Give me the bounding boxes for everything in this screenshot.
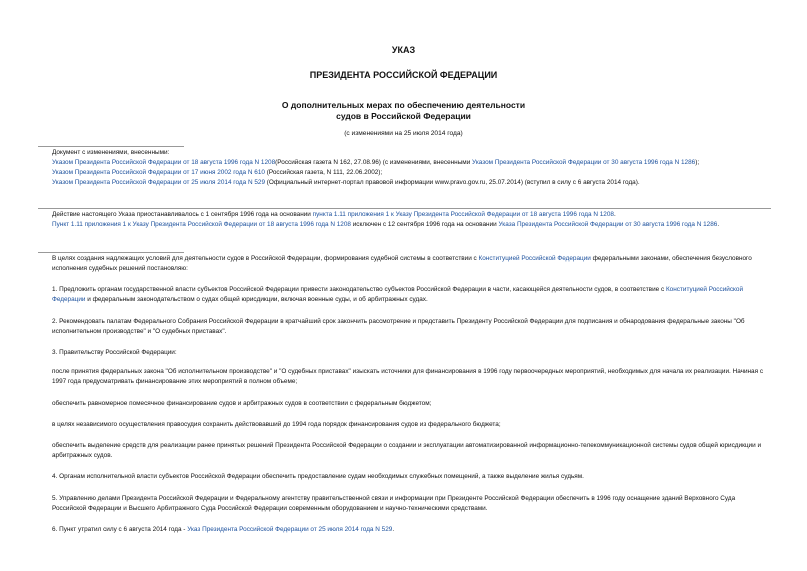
separator-line xyxy=(38,252,184,253)
paragraph-2: 2. Рекомендовать палатам Федерального Собрания Российской Федерации в кратчайший срок закончить рассмотрение и представить Президенту Российской Федерации для подписания и обнародования федеральные законы "Об исполнительном производстве" и "О судебных приставах". xyxy=(52,318,745,335)
paragraph-3-item-3: в целях независимого осуществления правосудия сохранить действовавший до 1994 года порядок финансирования судов из федерального бюджета; xyxy=(52,421,501,428)
constitution-link-2[interactable]: Конституцией Российской Федерации xyxy=(52,286,744,303)
body-preamble: В целях создания надлежащих условий для деятельности судов в Российской Федерации, формирования судебной системы в соответствии с Конституцией Российской Федерации федеральными законами, обеспечения безусловного исполнения судебных решений постановляю: xyxy=(52,255,752,272)
decree-610-link[interactable]: Указом Президента Российской Федерации от 17 июня 2002 года N 610 xyxy=(52,169,265,176)
changes-block xyxy=(38,148,771,188)
separator-line xyxy=(38,146,184,147)
doc-issuer: ПРЕЗИДЕНТА РОССИЙСКОЙ ФЕДЕРАЦИИ xyxy=(309,70,498,80)
changes-item-3: Указом Президента Российской Федерации от 25 июля 2014 года N 529 (Официальный интернет-портал правовой информации www.pravo.gov.ru, 25.07.2014) (вступил в силу с 6 августа 2014 года). xyxy=(52,179,640,186)
amendment-date-note: (с изменениями на 25 июля 2014 года) xyxy=(344,130,463,137)
paragraph-5: 5. Управлению делами Президента Российской Федерации и Федеральному агентству правительственной связи и информации при Президенте Российской Федерации обеспечить в 1996 году оснащение зданий Верховного Суда Российской Федерации и Высшего Арбитражного Суда Российской Федерации современным оборудованием и научно-техническими средствами. xyxy=(52,495,736,512)
changes-item-2: Указом Президента Российской Федерации от 17 июня 2002 года N 610 (Российская газета, N 111, 22.06.2002); xyxy=(52,169,383,176)
decree-1208-link[interactable]: Указом Президента Российской Федерации от 18 августа 1996 года N 1208 xyxy=(52,159,276,166)
decree-1286-link-2[interactable]: Указа Президента Российской Федерации от 30 августа 1996 года N 1286 xyxy=(498,221,718,228)
point-1-11-link-2[interactable]: Пункт 1.11 приложения 1 к Указу Президента Российской Федерации от 18 августа 1996 года N 1208 xyxy=(52,221,351,228)
doc-type-title: УКАЗ xyxy=(391,45,416,55)
changes-item-1: Указом Президента Российской Федерации от 18 августа 1996 года N 1208(Российская газета N 162, 27.08.96) (с изменениями, внесенными Указом Президента Российской Федерации от 30 августа 1996 года N 1286); xyxy=(52,159,700,166)
suspension-note-2: Пункт 1.11 приложения 1 к Указу Президента Российской Федерации от 18 августа 1996 года N 1208 исключен с 12 сентября 1996 года на основании Указа Президента Российской Федерации от 30 августа 1996 года N 1286. xyxy=(52,221,720,228)
separator-line xyxy=(38,208,771,209)
paragraph-3: 3. Правительству Российской Федерации: xyxy=(52,349,177,356)
paragraph-1: 1. Предложить органам государственной власти субъектов Российской Федерации привести законодательство субъектов Российской Федерации в части, касающейся деятельности судов, в соответствие с Конституцией Российской Федерации и федеральным законодательством о судах общей юрисдикции, включая военные суды, и об арбитражных судах. xyxy=(52,286,744,303)
suspension-block xyxy=(38,210,771,230)
doc-subtitle-line-2: судов в Российской Федерации xyxy=(336,111,471,121)
decree-1286-link[interactable]: Указом Президента Российской Федерации от 30 августа 1996 года N 1286 xyxy=(472,159,696,166)
paragraph-3-item-1: после принятия федеральных закона "Об исполнительном производстве" и "О судебных приставах" изыскать источники для финансирования в 1996 году первоочередных мероприятий, необходимых для начала их реализации. Начиная с 1997 года предусматривать финансирование этих мероприятий в полном объеме; xyxy=(52,368,764,385)
paragraph-4: 4. Органам исполнительной власти субъектов Российской Федерации обеспечить предоставление судам необходимых служебных помещений, а также выделение жилья судьям. xyxy=(52,473,584,480)
decree-529-link-2[interactable]: Указ Президента Российской Федерации от 25 июля 2014 года N 529 xyxy=(187,526,393,533)
paragraph-3-item-4: обеспечить выделение средств для реализации ранее принятых решений Президента Российской Федерации о создании и эксплуатации автоматизированной информационно-телекоммуникационной системы судов общей юрисдикции и арбитражных судов. xyxy=(52,442,762,459)
doc-subtitle-line-1: О дополнительных мерах по обеспечению деятельности xyxy=(281,100,526,110)
paragraph-6: 6. Пункт утратил силу с 6 августа 2014 года - Указ Президента Российской Федерации от 25 июля 2014 года N 529. xyxy=(52,526,395,533)
changes-intro: Документ с изменениями, внесенными: xyxy=(52,149,170,156)
paragraph-3-item-2: обеспечить равномерное помесячное финансирование судов и арбитражных судов в соответствии с федеральным бюджетом; xyxy=(52,400,432,407)
constitution-link[interactable]: Конституцией Российской Федерации xyxy=(478,255,591,262)
decree-529-link[interactable]: Указом Президента Российской Федерации от 25 июля 2014 года N 529 xyxy=(52,179,265,186)
suspension-note-1: Действие настоящего Указа приостанавливалось с 1 сентября 1996 года на основании пункта 1.11 приложения 1 к Указу Президента Российской Федерации от 18 августа 1996 года N 1208. xyxy=(52,211,616,218)
point-1-11-link[interactable]: пункта 1.11 приложения 1 к Указу Президента Российской Федерации от 18 августа 1996 года N 1208 xyxy=(312,211,614,218)
